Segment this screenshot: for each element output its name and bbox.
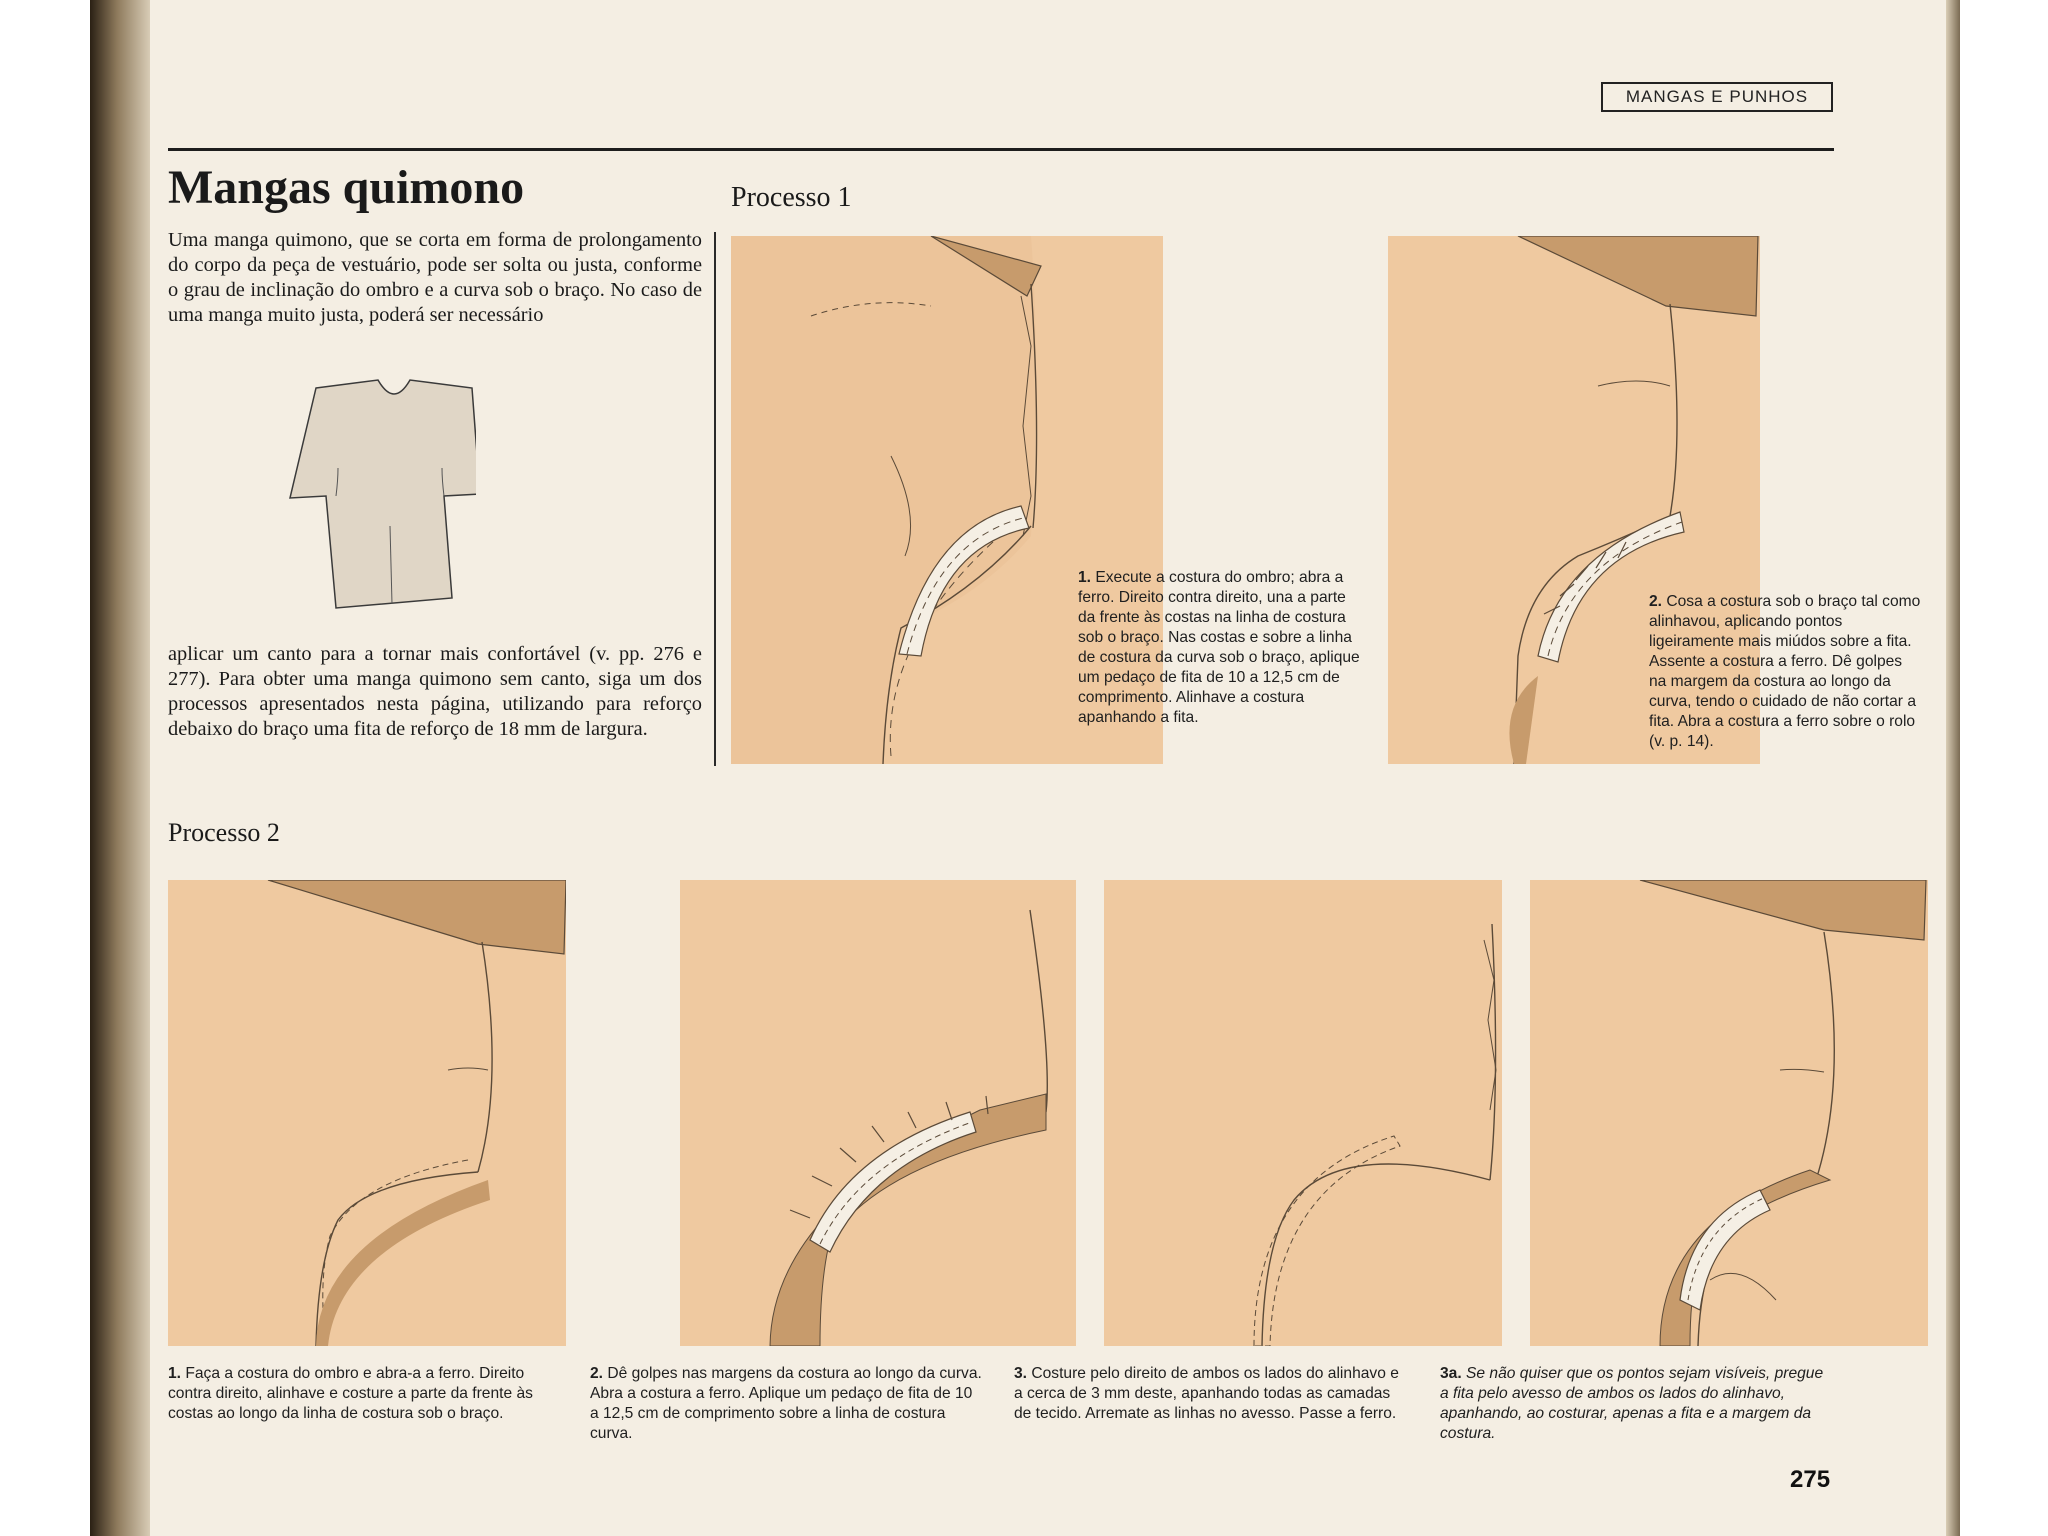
processo2-step3-caption <box>1014 1364 1408 1424</box>
processo2-step1-caption <box>168 1364 562 1424</box>
processo2-step2-text: Dê golpes nas margens da costura ao longo da curva. Abra a costura a ferro. Aplique um pedaço de fita de 10 a 12,5 cm de comprimento sobre a linha de costura curva. <box>590 1365 982 1442</box>
column-divider <box>714 232 716 766</box>
processo2-step1-illustration <box>168 880 566 1346</box>
processo2-step1-text: Faça a costura do ombro e abra-a a ferro. Direito contra direito, alinhave e costure a parte da frente às costas ao longo da linha de costura sob o braço. <box>168 1365 533 1422</box>
processo1-step2-number: 2. <box>1649 593 1667 610</box>
processo2-step3-illustration <box>1104 880 1502 1346</box>
processo1-step1-caption <box>1078 568 1364 728</box>
processo2-step3a-number: 3a. <box>1440 1365 1467 1382</box>
section-tag: MANGAS E PUNHOS <box>1601 82 1833 112</box>
processo2-step3-text: Costure pelo direito de ambos os lados do alinhavo e a cerca de 3 mm deste, apanhando todas as camadas de tecido. Arremate as linhas no avesso. Passe a ferro. <box>1014 1365 1399 1422</box>
page-number: 275 <box>1790 1466 1831 1493</box>
page-title: Mangas quimono <box>168 161 525 214</box>
processo2-step1-number: 1. <box>168 1365 186 1382</box>
kimono-sleeve-garment-sketch <box>276 376 476 616</box>
processo2-heading: Processo 2 <box>168 818 280 847</box>
book-page <box>90 0 1960 1536</box>
processo2-step2-number: 2. <box>590 1365 608 1382</box>
processo1-step2-text: Cosa a costura sob o braço tal como alinhavou, aplicando pontos ligeiramente mais miúdos sobre a fita. Assente a costura a ferro. Dê golpes na margem da costura ao longo da curva, tendo o cuidado de não cortar a fita. Abra a costura a ferro sobre o rolo (v. p. 14). <box>1649 593 1921 750</box>
page-edge <box>1946 0 1960 1536</box>
intro-paragraph-1: Uma manga quimono, que se corta em forma de prolongamento do corpo da peça de vestuário, pode ser solta ou justa, conforme o grau de inclinação do ombro e a curva sob o braço. No caso de uma manga muito justa, poderá ser necessário <box>168 229 702 326</box>
processo2-step3a-text: Se não quiser que os pontos sejam visíveis, pregue a fita pelo avesso de ambos os lados do alinhavo, apanhando, ao costurar, apenas a fita e a margem da costura. <box>1440 1365 1824 1442</box>
processo1-step2-caption <box>1649 592 1923 752</box>
intro-paragraph-2: aplicar um canto para a tornar mais confortável (v. pp. 276 e 277). Para obter uma manga quimono sem canto, siga um dos processos apresentados nesta página, utilizando para reforço debaixo do braço uma fita de reforço de 18 mm de largura. <box>168 643 702 740</box>
processo1-step1-text: Execute a costura do ombro; abra a ferro. Direito contra direito, una a parte da frente às costas na linha de costura sob o braço. Nas costas e sobre a linha de costura da curva sob o braço, aplique um pedaço de fita de 10 a 12,5 cm de comprimento. Alinhave a costura apanhando a fita. <box>1078 569 1360 726</box>
processo1-step1-number: 1. <box>1078 569 1096 586</box>
header-rule <box>168 148 1834 151</box>
processo2-step3a-caption <box>1440 1364 1834 1444</box>
processo1-heading: Processo 1 <box>731 182 852 213</box>
processo2-step2-caption <box>590 1364 984 1444</box>
processo2-step3a-illustration <box>1530 880 1928 1346</box>
book-spine-shadow <box>90 0 150 1536</box>
processo2-step2-illustration <box>680 880 1076 1346</box>
processo2-step3-number: 3. <box>1014 1365 1032 1382</box>
